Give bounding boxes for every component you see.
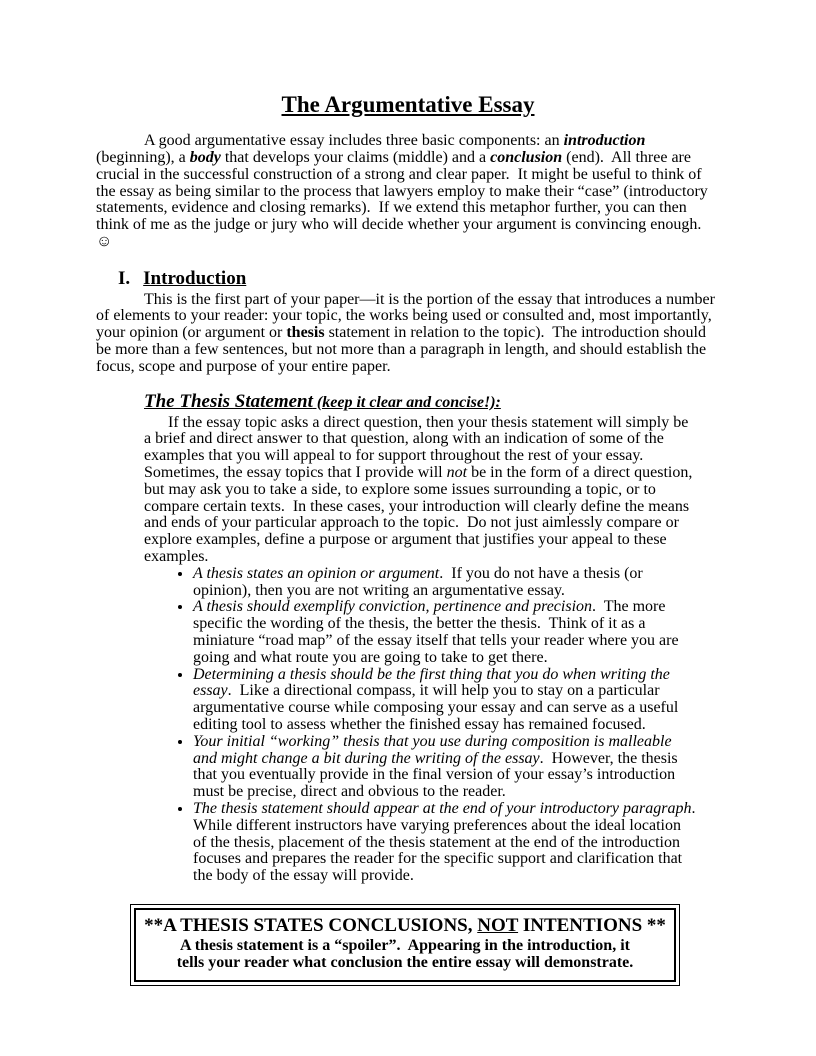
thesis-heading [144,392,696,412]
text-segment: . While different instructors have varying preferences about the ideal location of the thesis, placement of the thesis statement at the end of the introduction focuses and prepares the reader for the specific support and clarification that the body of the essay will provide. [193,799,704,885]
text-segment: **A THESIS STATES CONCLUSIONS, [144,914,478,936]
text-segment: NOT [477,914,519,936]
text-segment: that develops your claims (middle) and a [220,148,491,166]
text-segment: This is the first part of your paper—it is the portion of the essay that introduces a number of elements to your reader: your topic, the works being used or consulted and, most importantly, your opinion (or argument or [96,290,719,342]
text-segment: A thesis states an opinion or argument [193,564,440,582]
text-segment: The thesis statement should appear at the end of your introductory paragraph [193,799,692,817]
callout-box-inner [134,908,676,983]
thesis-statement-section [144,390,704,885]
text-segment: If the essay topic asks a direct question, then your thesis statement will simply be a brief and direct answer to that question, along with an indication of some of the examples that you will appeal to for support throughout the rest of your essay. Sometimes, the essay topics that I provide will [144,413,693,481]
callout-box-outer [130,904,680,987]
text-segment: introduction [563,132,646,150]
thesis-bullet-list [144,564,704,885]
text-segment: not [446,463,468,481]
text-segment: . However, the thesis that you eventually provide in the final version of your essay’s introduction must be precise, direct and obvious to the reader. [193,749,682,801]
callout-body: A thesis statement is a “spoiler”. Appearing in the introduction, it tells your reader what conclusion the entire essay will demonstrate. [176,936,634,971]
document-title: The Argumentative Essay [281,92,535,117]
section-numeral: I. [118,267,131,289]
text-segment: Your initial “working” thesis that you use during composition is malleable and might change a bit during the writing of the essay [193,732,676,767]
text-segment: Determining a thesis should be the first thing that you do when writing the essay [193,665,674,700]
text-segment: INTENTIONS ** [518,914,666,936]
text-segment: ☺ [96,232,113,250]
bullet-item [193,734,696,801]
opening-paragraph [96,133,720,251]
text-segment: A thesis should exemplify conviction, pertinence and precision [193,598,593,616]
text-segment: be in the form of a direct question, but may ask you to take a side, to explore some issues surrounding a topic, or to compare certain texts. In these cases, your introduction will clearly define the means and ends of your particular approach to the topic. Do not just aimlessly compare or explore examples, define a purpose or argument that justifies your appeal to these examples. [144,463,697,565]
callout-heading [140,916,670,936]
text-segment: (beginning), a [96,132,650,166]
introduction-paragraph [96,292,720,376]
thesis-paragraph [144,415,696,566]
text-segment: A good argumentative essay includes three basic components: an [144,132,564,150]
bullet-item [193,799,704,885]
thesis-heading-sub: (keep it clear and concise!): [312,393,501,411]
bullet-item [193,667,696,734]
text-segment: conclusion [490,148,563,166]
text-segment: . The more specific the wording of the thesis, the better the thesis. Think of it as a miniature “road map” of the essay itself that tells your reader where you are going and what route you are going to take to get there. [193,598,683,666]
text-segment: thesis [286,324,325,342]
text-segment: . If you do not have a thesis (or opinion), then you are not writing an argumentative essay. [193,564,647,599]
bullet-item [193,599,696,666]
text-segment: . Like a directional compass, it will help you to stay on a particular argumentative course while composing your essay and can serve as a useful editing tool to assess whether the finished essay has remained focused. [193,682,683,733]
text-segment: (end). All three are crucial in the successful construction of a strong and clear paper. It might be useful to think of the essay as being similar to the process that lawyers employ to make their “case” (introductory statements, evidence and closing remarks). If we extend this metaphor further, you can then think of me as the judge or jury who will decide whether your argument is convincing enough. [96,148,714,234]
thesis-heading-main: The Thesis Statement [144,390,313,412]
bullet-item [193,566,696,600]
text-segment: body [189,148,221,166]
text-segment: statement in relation to the topic). The introduction should be more than a few sentences, but not more than a paragraph in length, and should establish the focus, scope and purpose of your entire paper. [96,324,711,375]
section-heading-introduction [118,269,720,289]
section-label: Introduction [143,267,247,289]
